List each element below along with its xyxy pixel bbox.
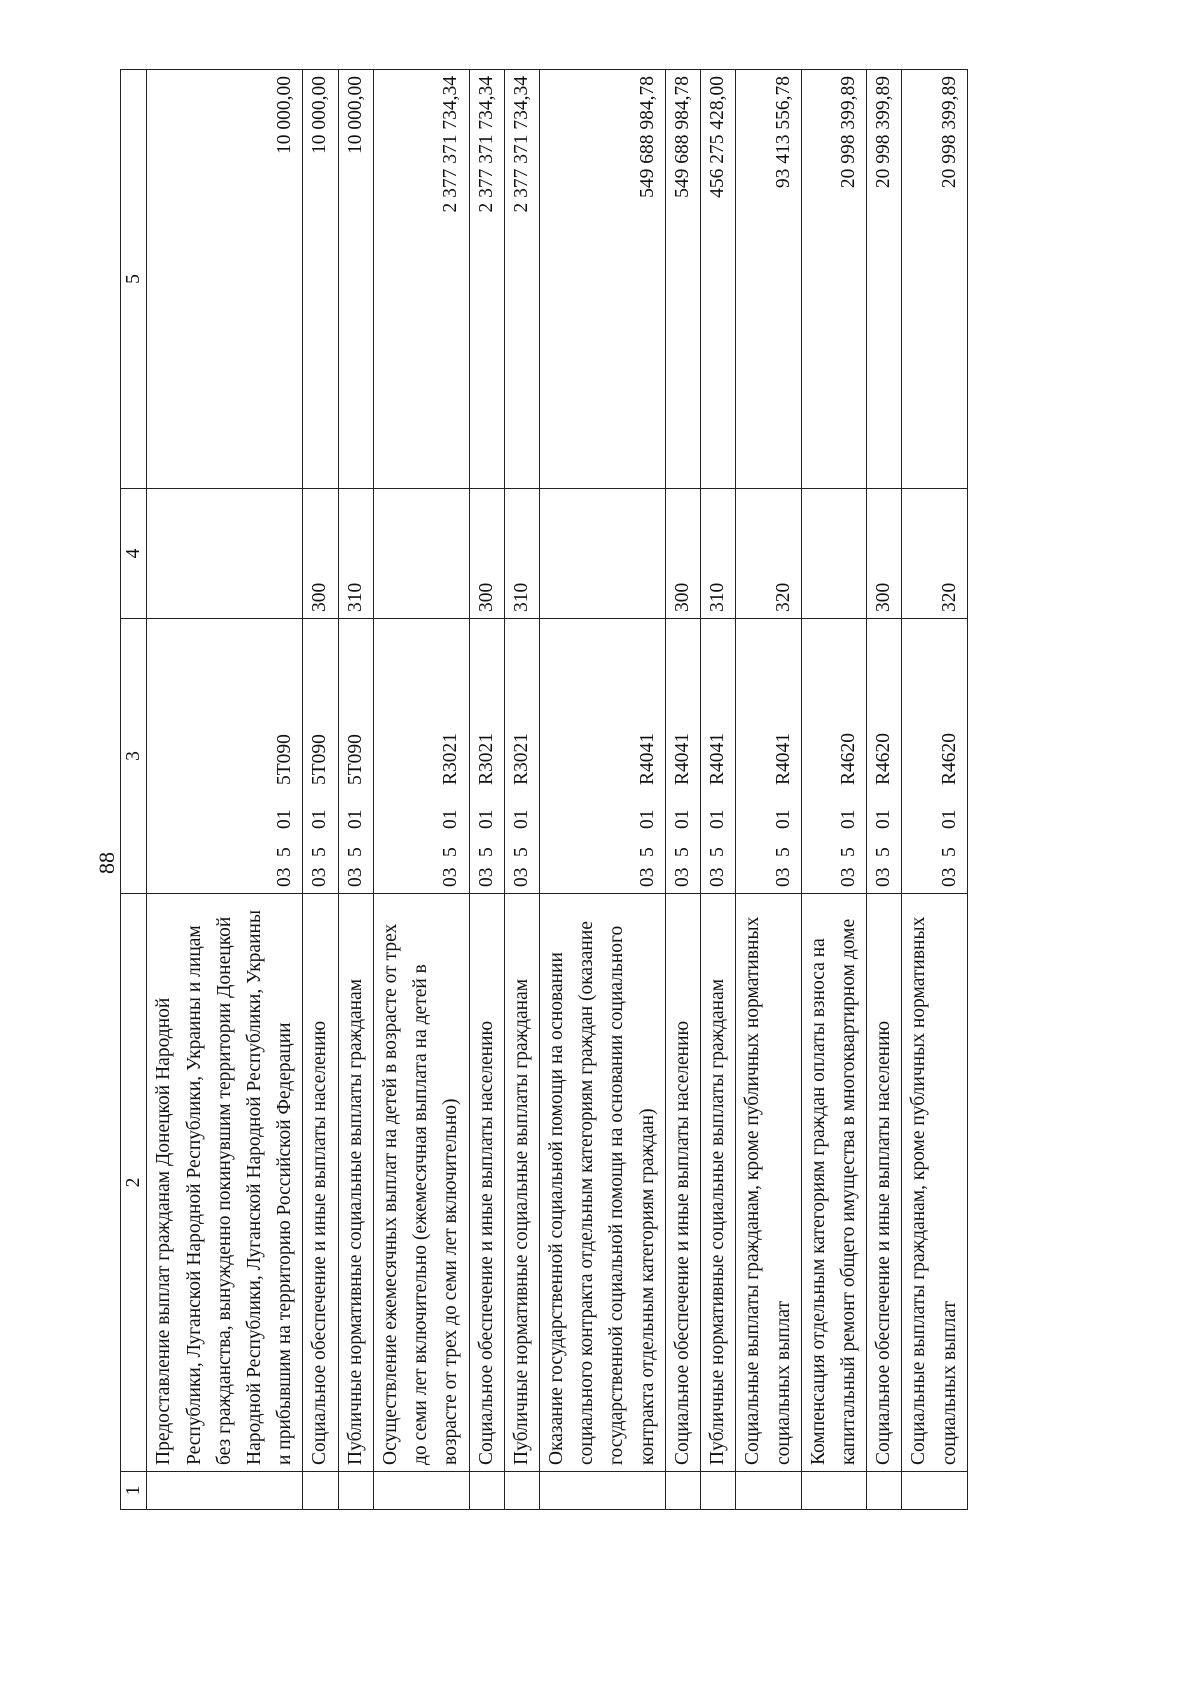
code-part-2: 5 [636, 847, 658, 857]
row-index-cell [338, 1472, 373, 1510]
row-index-cell [902, 1472, 967, 1510]
row-index-cell [701, 1472, 736, 1510]
budget-code-cell [539, 619, 665, 894]
budget-table [120, 69, 968, 1510]
header-cell-3: 3 [121, 619, 147, 894]
code-part-3: 01 [510, 809, 532, 829]
item-name-cell: Публичные нормативные социальные выплаты гражданам [504, 894, 539, 1472]
code-part-2: 5 [475, 847, 497, 857]
amount-cell: 93 413 556,78 [736, 70, 801, 489]
header-cell-2: 2 [121, 894, 147, 1472]
row-index-cell [504, 1472, 539, 1510]
table-row [373, 70, 469, 1510]
code-part-2: 5 [671, 847, 693, 857]
item-name-cell: Социальное обеспечение и иные выплаты населению [303, 894, 338, 1472]
table-row [469, 70, 504, 1510]
expense-type-cell: 320 [902, 489, 967, 619]
expense-type-cell: 310 [338, 489, 373, 619]
item-name-cell: Социальное обеспечение и иные выплаты населению [665, 894, 700, 1472]
table-row [147, 70, 303, 1510]
row-index-cell [539, 1472, 665, 1510]
row-index-cell [736, 1472, 801, 1510]
item-name-cell: Оказание государственной социальной помощи на основании социального контракта отдельным категориям граждан (оказание государственной социальной помощи на основании социального контракта отдельным категориям граждан) [539, 894, 665, 1472]
code-part-4: R4620 [837, 732, 859, 785]
item-name-cell: Компенсация отдельным категориям граждан оплаты взноса на капитальный ремонт общего имущества в многоквартирном доме [801, 894, 866, 1472]
budget-code-cell [373, 619, 469, 894]
header-cell-1: 1 [121, 1472, 147, 1510]
code-part-3: 01 [344, 809, 366, 829]
budget-code-cell [147, 619, 303, 894]
code-part-3: 01 [873, 809, 895, 829]
amount-cell: 20 998 399,89 [801, 70, 866, 489]
header-row [121, 70, 147, 1510]
code-part-2: 5 [440, 847, 462, 857]
expense-type-cell: 310 [701, 489, 736, 619]
item-name-cell: Публичные нормативные социальные выплаты гражданам [701, 894, 736, 1472]
code-part-4: R4620 [873, 732, 895, 785]
code-part-4: R3021 [510, 732, 532, 785]
code-part-3: 01 [671, 809, 693, 829]
code-part-2: 5 [707, 847, 729, 857]
code-part-2: 5 [938, 847, 960, 857]
amount-cell: 549 688 984,78 [665, 70, 700, 489]
amount-cell: 2 377 371 734,34 [504, 70, 539, 489]
table-row [867, 70, 902, 1510]
code-part-2: 5 [309, 847, 331, 857]
item-name-cell: Публичные нормативные социальные выплаты гражданам [338, 894, 373, 1472]
amount-cell: 10 000,00 [338, 70, 373, 489]
budget-code-cell [338, 619, 373, 894]
item-name-cell: Социальные выплаты гражданам, кроме публичных нормативных социальных выплат [902, 894, 967, 1472]
table-row [736, 70, 801, 1510]
header-cell-4: 4 [121, 489, 147, 619]
row-index-cell [303, 1472, 338, 1510]
header-cell-5: 5 [121, 70, 147, 489]
code-part-1: 03 [440, 867, 462, 887]
amount-cell: 20 998 399,89 [867, 70, 902, 489]
expense-type-cell: 310 [504, 489, 539, 619]
row-index-cell [665, 1472, 700, 1510]
code-part-1: 03 [344, 867, 366, 887]
code-part-3: 01 [636, 809, 658, 829]
code-part-2: 5 [772, 847, 794, 857]
item-name-cell: Социальное обеспечение и иные выплаты населению [469, 894, 504, 1472]
amount-cell: 10 000,00 [303, 70, 338, 489]
table-row [504, 70, 539, 1510]
code-part-1: 03 [636, 867, 658, 887]
code-part-1: 03 [510, 867, 532, 887]
expense-type-cell [147, 489, 303, 619]
code-part-1: 03 [837, 867, 859, 887]
code-part-4: R4041 [707, 732, 729, 785]
budget-code-cell [469, 619, 504, 894]
code-part-1: 03 [671, 867, 693, 887]
table-row [902, 70, 967, 1510]
budget-code-cell [801, 619, 866, 894]
expense-type-cell [539, 489, 665, 619]
code-part-4: 5Т090 [309, 734, 331, 785]
code-part-4: R4620 [938, 732, 960, 785]
amount-cell: 2 377 371 734,34 [469, 70, 504, 489]
item-name-cell: Предоставление выплат гражданам Донецкой Народной Республики, Луганской Народной Республики, Украины и лицам без гражданства, вынужденно покинувшим территории Донецкой Народной Республики, Луганской Народной Республики, Украины и прибывшим на территорию Российской Федерации [147, 894, 303, 1472]
amount-cell: 549 688 984,78 [539, 70, 665, 489]
expense-type-cell: 320 [736, 489, 801, 619]
table-row [338, 70, 373, 1510]
code-part-3: 01 [938, 809, 960, 829]
code-part-1: 03 [475, 867, 497, 887]
expense-type-cell: 300 [469, 489, 504, 619]
budget-code-cell [701, 619, 736, 894]
table-row [801, 70, 866, 1510]
item-name-cell: Социальное обеспечение и иные выплаты населению [867, 894, 902, 1472]
code-part-4: R3021 [440, 732, 462, 785]
code-part-3: 01 [274, 809, 296, 829]
row-index-cell [801, 1472, 866, 1510]
code-part-2: 5 [274, 847, 296, 857]
code-part-3: 01 [309, 809, 331, 829]
code-part-1: 03 [772, 867, 794, 887]
item-name-cell: Осуществление ежемесячных выплат на детей в возрасте от трех до семи лет включительно (ежемесячная выплата на детей в возрасте от трех до семи лет включительно) [373, 894, 469, 1472]
table-row [539, 70, 665, 1510]
amount-cell: 10 000,00 [147, 70, 303, 489]
budget-code-cell [303, 619, 338, 894]
code-part-1: 03 [274, 867, 296, 887]
code-part-3: 01 [475, 809, 497, 829]
row-index-cell [469, 1472, 504, 1510]
row-index-cell [867, 1472, 902, 1510]
page-number: 88 [94, 852, 119, 874]
row-index-cell [373, 1472, 469, 1510]
code-part-2: 5 [873, 847, 895, 857]
row-index-cell [147, 1472, 303, 1510]
code-part-2: 5 [344, 847, 366, 857]
expense-type-cell [801, 489, 866, 619]
code-part-4: R4041 [671, 732, 693, 785]
code-part-2: 5 [837, 847, 859, 857]
code-part-3: 01 [707, 809, 729, 829]
table-row [303, 70, 338, 1510]
budget-code-cell [867, 619, 902, 894]
code-part-4: R3021 [475, 732, 497, 785]
amount-cell: 2 377 371 734,34 [373, 70, 469, 489]
code-part-2: 5 [510, 847, 532, 857]
budget-code-cell [902, 619, 967, 894]
code-part-1: 03 [938, 867, 960, 887]
budget-code-cell [665, 619, 700, 894]
code-part-3: 01 [772, 809, 794, 829]
code-part-1: 03 [309, 867, 331, 887]
expense-type-cell: 300 [303, 489, 338, 619]
amount-cell: 456 275 428,00 [701, 70, 736, 489]
code-part-3: 01 [837, 809, 859, 829]
code-part-1: 03 [873, 867, 895, 887]
rotated-table-container [120, 70, 1020, 1510]
code-part-4: R4041 [772, 732, 794, 785]
budget-code-cell [504, 619, 539, 894]
code-part-4: 5Т090 [274, 734, 296, 785]
code-part-3: 01 [440, 809, 462, 829]
expense-type-cell: 300 [665, 489, 700, 619]
code-part-4: 5Т090 [344, 734, 366, 785]
budget-code-cell [736, 619, 801, 894]
table-row [665, 70, 700, 1510]
table-row [701, 70, 736, 1510]
code-part-4: R4041 [636, 732, 658, 785]
amount-cell: 20 998 399,89 [902, 70, 967, 489]
expense-type-cell [373, 489, 469, 619]
item-name-cell: Социальные выплаты гражданам, кроме публичных нормативных социальных выплат [736, 894, 801, 1472]
expense-type-cell: 300 [867, 489, 902, 619]
code-part-1: 03 [707, 867, 729, 887]
